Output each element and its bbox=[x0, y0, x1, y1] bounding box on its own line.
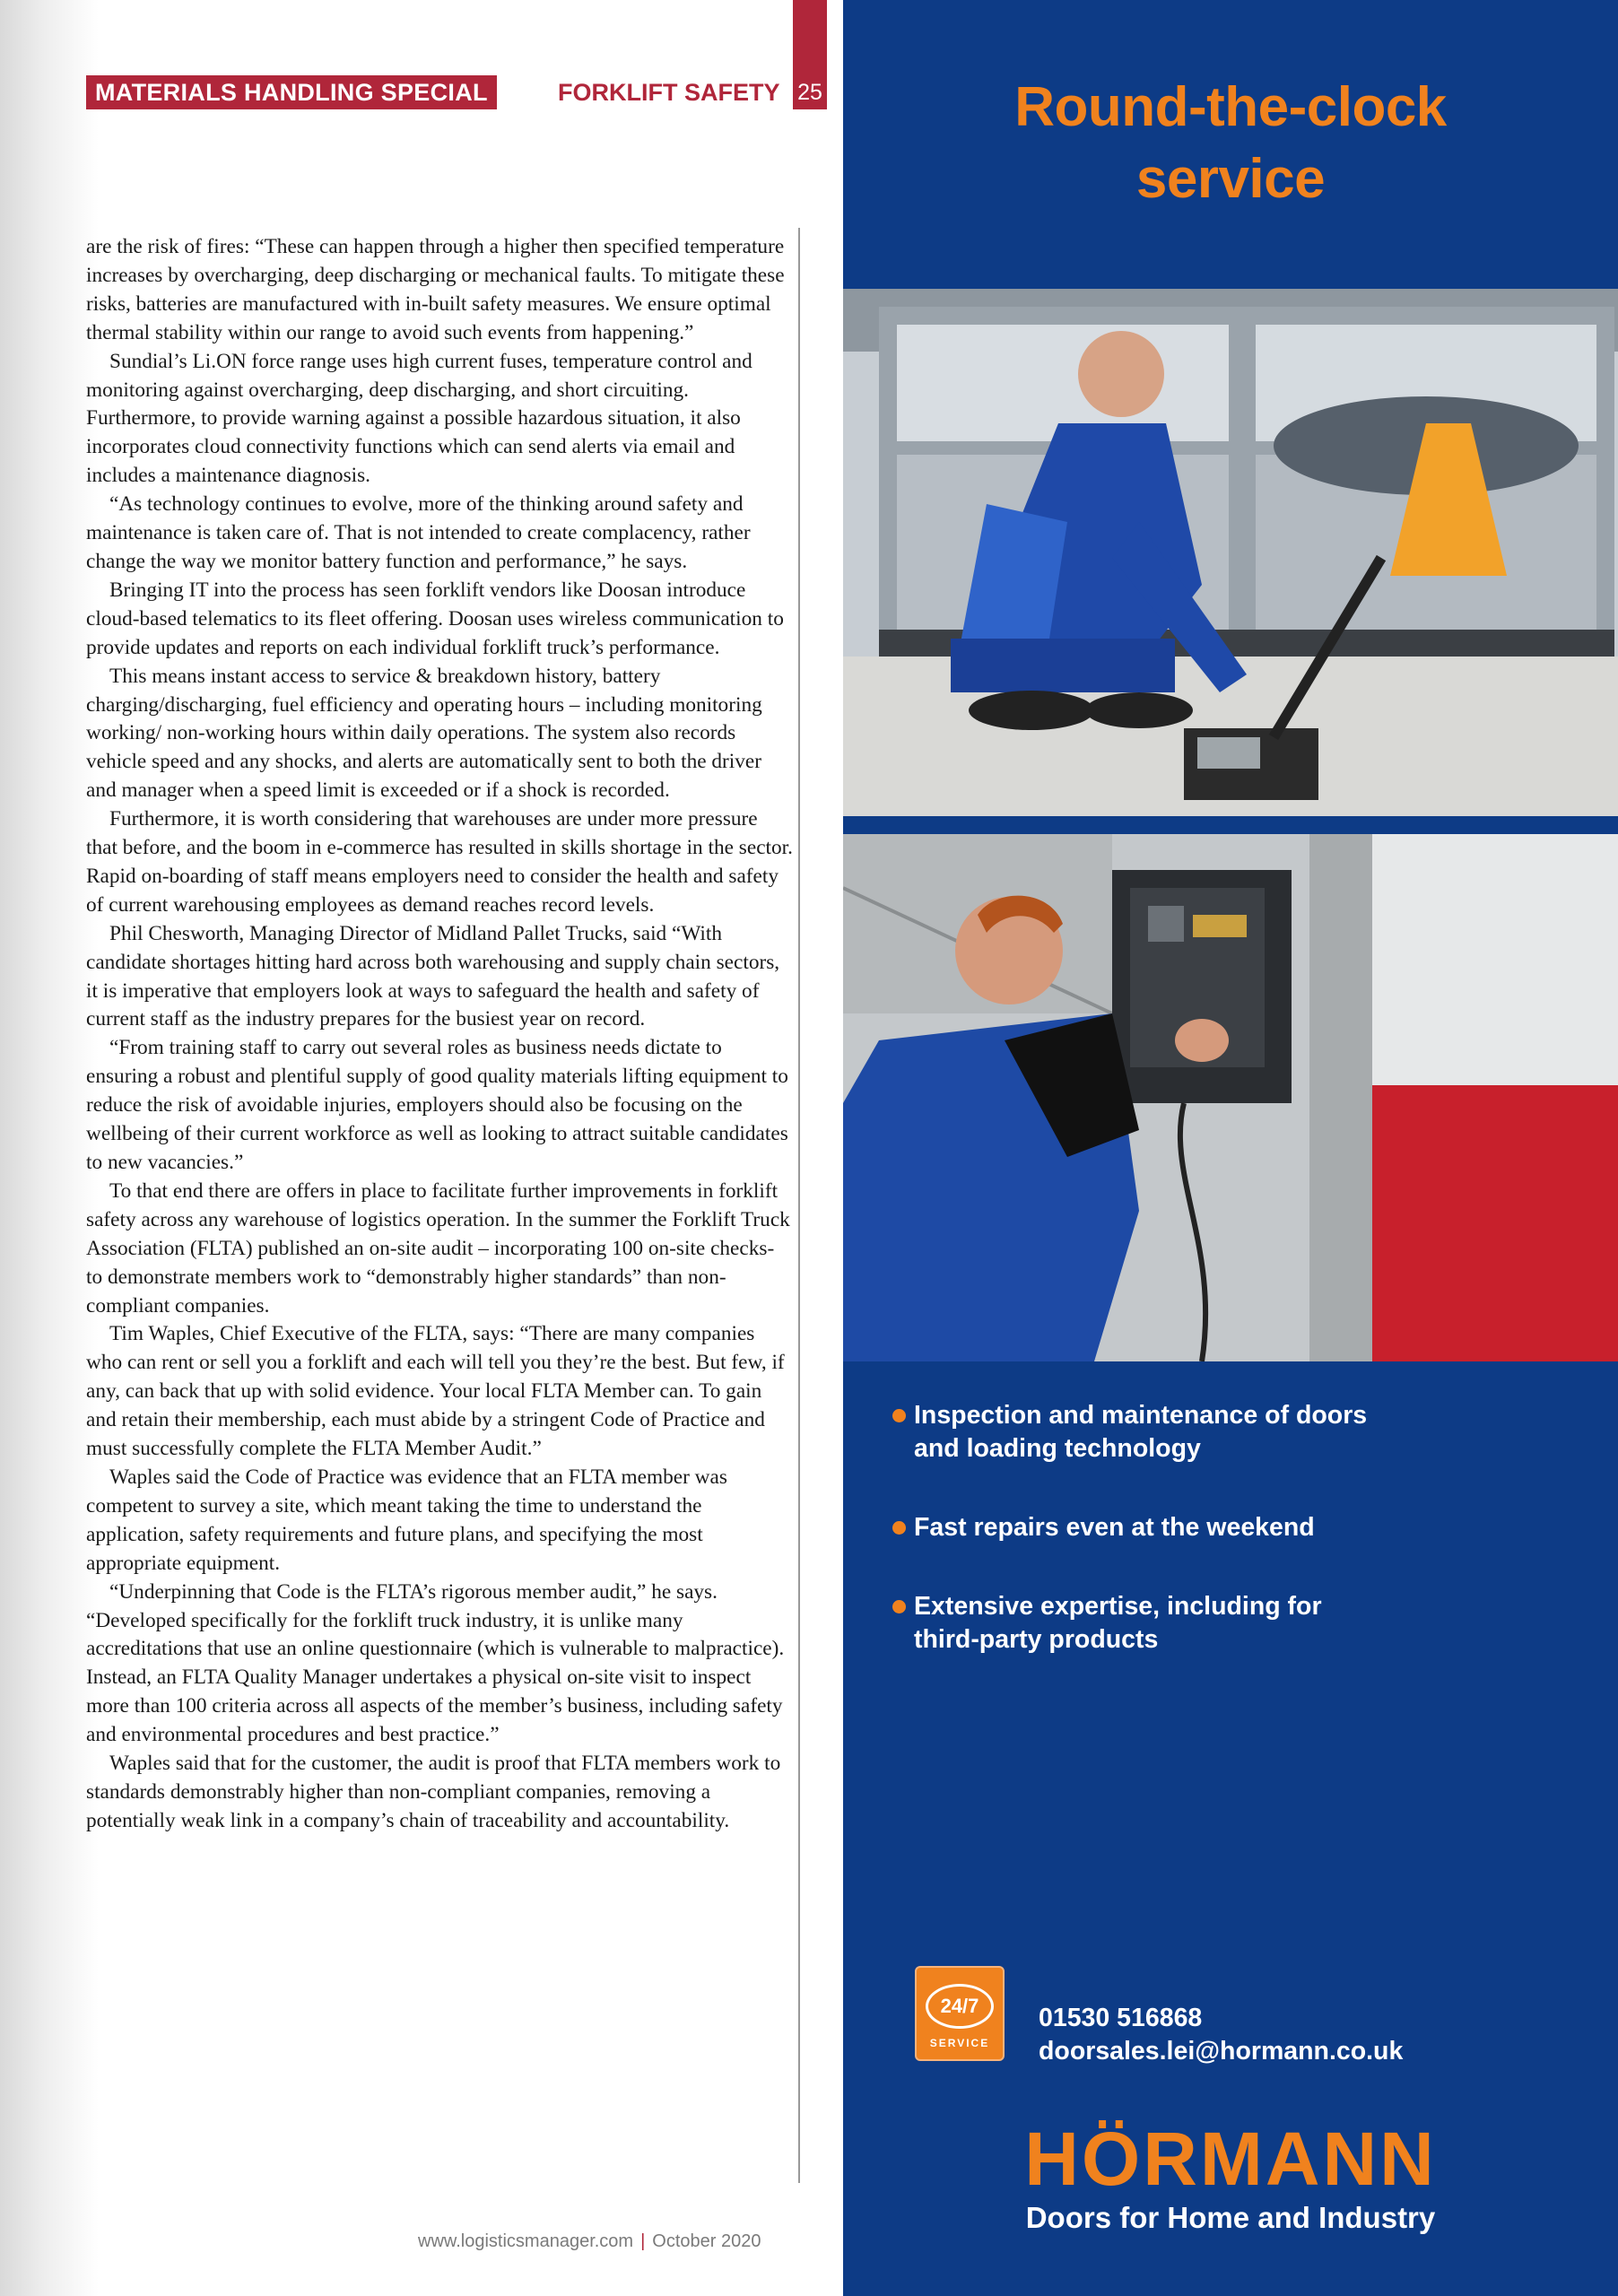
ad-headline bbox=[843, 72, 1618, 215]
ad-bullet-text: Inspection and maintenance of doors and loading technology bbox=[914, 1401, 1368, 1463]
page-number: 25 bbox=[797, 80, 822, 105]
footer-website-link[interactable]: www.logisticsmanager.com bbox=[418, 2231, 634, 2251]
ad-email-link[interactable]: doorsales.lei@hormann.co.uk bbox=[1039, 2037, 1404, 2066]
badge-24-7-text: 24/7 bbox=[926, 1984, 994, 2029]
article-paragraph: Phil Chesworth, Managing Director of Midland Pallet Trucks, said “With candidate shortages hitting hard across both warehousing and supply chain sectors, it is imperative that employers look at ways to safeguard the health and safety of current staff as the industry prepares for the busiest year on record. bbox=[86, 921, 780, 1031]
hormann-logo: HÖRMANN bbox=[1024, 2117, 1437, 2201]
article-paragraph: “Underpinning that Code is the FLTA’s rigorous member audit,” he says. “Developed specifically for the forklift truck industry, it is unlike many accreditations that use an online questionnaire (which is vulnerable to malpractice). Instead, an FLTA Quality Manager undertakes a physical on-site visit to inspect more than 100 criteria across all aspects of the member’s business, including safety and environmental procedures and best practice.” bbox=[86, 1579, 785, 1747]
article-paragraph: Tim Waples, Chief Executive of the FLTA, says: “There are many companies who can rent or sell you a forklift and each will tell you they’re the best. But few, if any, can back that up with solid evidence. Your local FLTA Member can. To gain and retain their membership, each must abide by a stringent Code of Practice and must successfully complete the FLTA Member Audit.” bbox=[86, 1322, 785, 1461]
footer-separator: | bbox=[640, 2231, 646, 2251]
footer-date: October 2020 bbox=[652, 2231, 761, 2251]
section-label: MATERIALS HANDLING SPECIAL bbox=[86, 75, 497, 109]
ad-bullet-item bbox=[892, 1399, 1592, 1465]
page-footer bbox=[418, 2231, 761, 2252]
bullet-dot-icon bbox=[892, 1521, 906, 1535]
topic-label: FORKLIFT SAFETY bbox=[558, 79, 780, 106]
article-body bbox=[86, 233, 793, 1836]
badge-service-text: SERVICE bbox=[929, 2037, 990, 2049]
ad-bullet-text: Extensive expertise, including for third-party products bbox=[914, 1592, 1322, 1654]
bullet-dot-icon bbox=[892, 1600, 906, 1613]
ad-headline-line2: service bbox=[1135, 148, 1326, 210]
ad-headline-line1: Round-the-clock bbox=[1014, 76, 1447, 138]
article-paragraph: This means instant access to service & breakdown history, battery charging/discharging, fuel efficiency and operating hours – including monitoring working/ non-working hours within daily operations. The system also records vehicle speed and any shocks, and alerts are automatically sent to both the driver and manager when a speed limit is exceeded or if a shock is recorded. bbox=[86, 664, 762, 803]
article-paragraph: are the risk of fires: “These can happen through a higher then specified temperature increases by overcharging, deep discharging or mechanical faults. To mitigate these risks, batteries are manufactured with in-built safety measures. We ensure optimal thermal stability within our range to avoid such events from happening.” bbox=[86, 235, 785, 344]
article-paragraph: Furthermore, it is worth considering that warehouses are under more pressure that before, and the boom in e-commerce has resulted in skills shortage in the sector. Rapid on-boarding of staff means employers need to consider the health and safety of current warehousing employees as demand reaches record levels. bbox=[86, 807, 793, 917]
article-paragraph: To that end there are offers in place to facilitate further improvements in forklift safety across any warehouse of logistics operation. In the summer the Forklift Truck Association (FLTA) published an on-site audit – incorporating 100 on-site checks- to demonstrate members work to “demonstrably higher standards” than non-compliant companies. bbox=[86, 1178, 790, 1318]
article-paragraph: Bringing IT into the process has seen forklift vendors like Doosan introduce cloud-based telematics to its fleet offering. Doosan uses wireless communication to provide updates and reports on each individual forklift truck’s performance. bbox=[86, 578, 784, 659]
technician-door-inspection-photo bbox=[843, 289, 1618, 816]
ad-phone[interactable]: 01530 516868 bbox=[1039, 2004, 1203, 2032]
ad-contact bbox=[1039, 2002, 1403, 2068]
article-paragraph: Sundial’s Li.ON force range uses high current fuses, temperature control and monitoring against overcharging, deep discharging, and short circuiting. Furthermore, to provide warning against a possible hazardous situation, it also incorporates cloud connectivity functions which can send alerts via email and includes a maintenance diagnosis. bbox=[86, 349, 752, 488]
article-paragraph: Waples said that for the customer, the audit is proof that FLTA members work to standards demonstrably higher than non-compliant companies, removing a potentially weak link in a company’s chain of traceability and accountability. bbox=[86, 1752, 781, 1832]
article-paragraph: Waples said the Code of Practice was evidence that an FLTA member was competent to survey a site, which meant taking the time to understand the application, safety requirements and future plans, and specifying the most appropriate equipment. bbox=[86, 1465, 727, 1575]
ad-bullet-list bbox=[892, 1399, 1592, 1702]
service-24-7-icon bbox=[915, 1966, 1005, 2061]
hormann-advertisement bbox=[843, 0, 1618, 2296]
technician-control-panel-photo bbox=[843, 834, 1618, 1361]
column-divider bbox=[798, 228, 800, 2183]
bullet-dot-icon bbox=[892, 1409, 906, 1422]
ad-bullet-item bbox=[892, 1511, 1592, 1544]
article-paragraph: “From training staff to carry out several roles as business needs dictate to ensuring a robust and plentiful supply of good quality materials lifting equipment to reduce the risk of avoidable injuries, employers should also be focusing on the wellbeing of their current workforce as well as looking to attract suitable candidates to new vacancies.” bbox=[86, 1036, 788, 1174]
ad-bullet-text: Fast repairs even at the weekend bbox=[914, 1513, 1315, 1542]
ad-bullet-item bbox=[892, 1590, 1592, 1657]
brand-tagline: Doors for Home and Industry bbox=[1025, 2201, 1436, 2234]
article-paragraph: “As technology continues to evolve, more of the thinking around safety and maintenance is taken care of. That is not intended to create complacency, rather change the way we monitor battery function and performance,” he says. bbox=[86, 492, 751, 573]
